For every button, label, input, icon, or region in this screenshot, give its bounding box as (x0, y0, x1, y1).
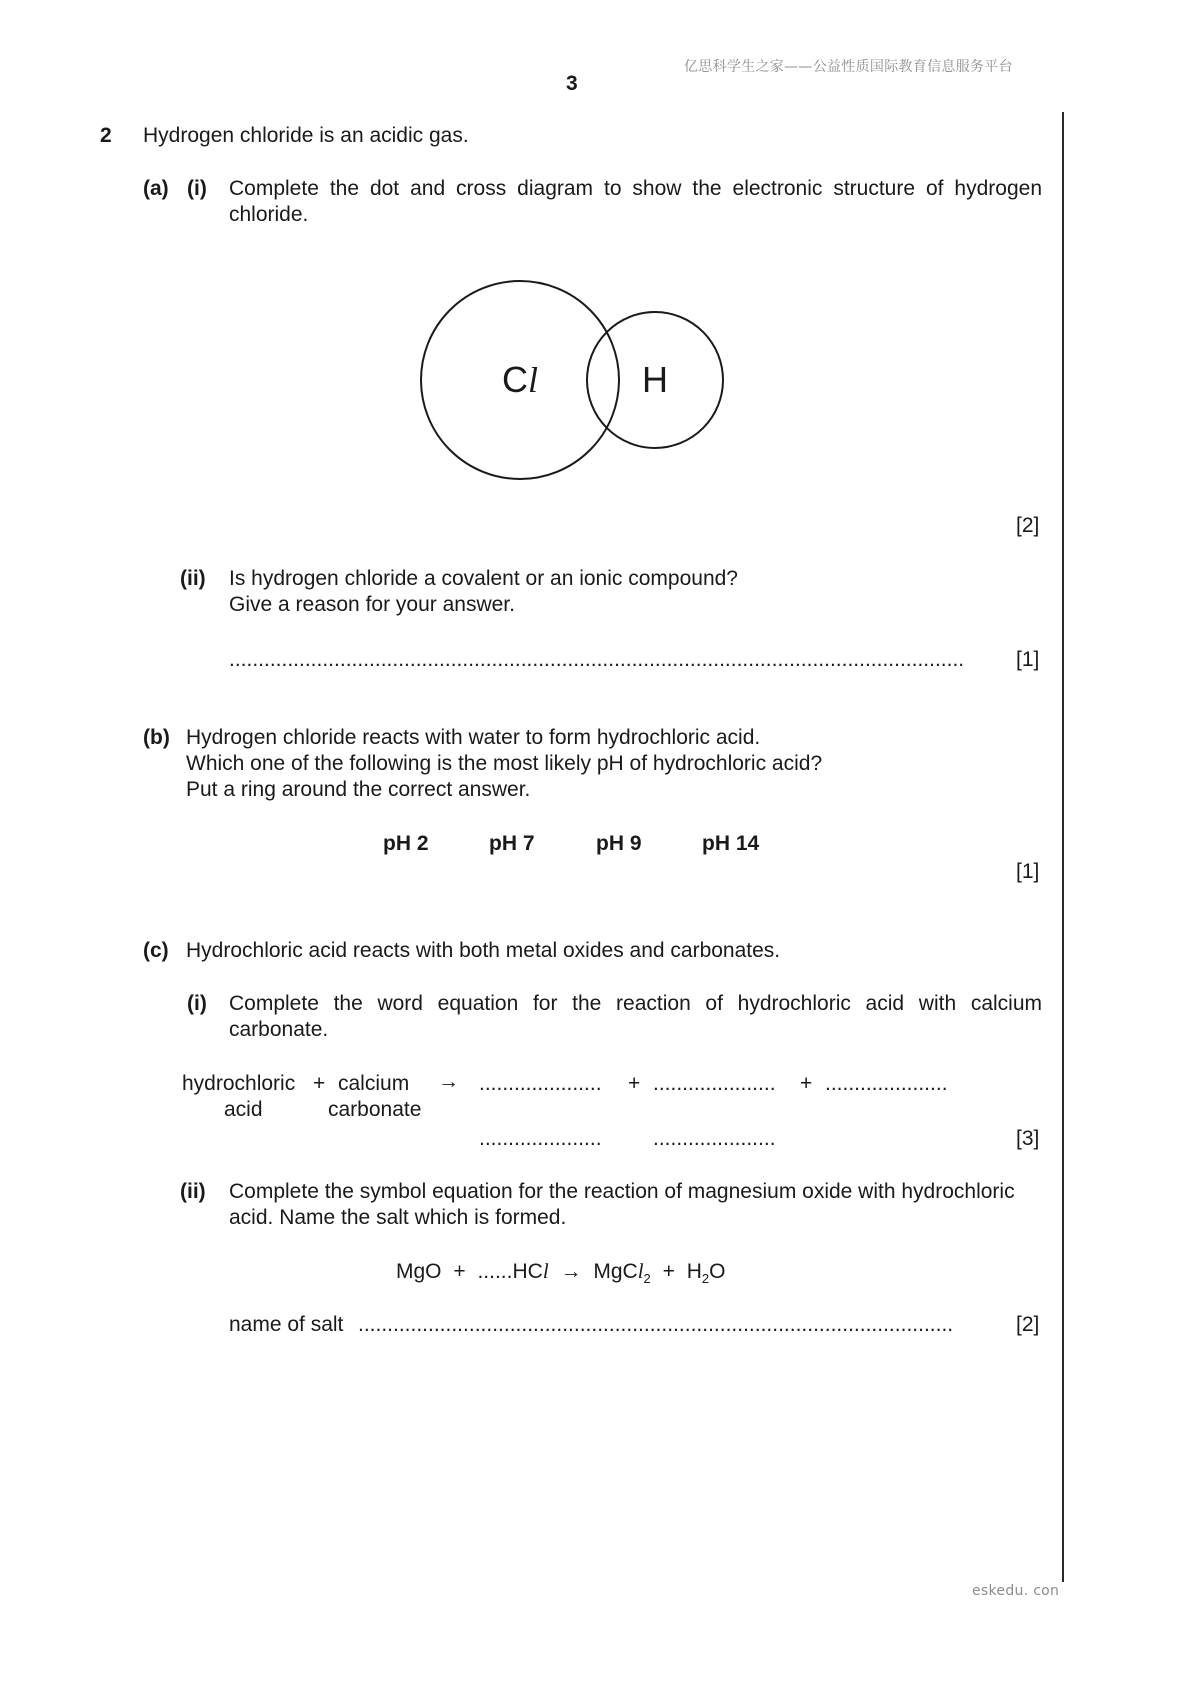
question-intro: Hydrogen chloride is an acidic gas. (143, 124, 469, 147)
plus-3: + (800, 1072, 813, 1095)
part-b-line1: Hydrogen chloride reacts with water to form hydrochloric acid. (186, 726, 761, 749)
part-c-intro: Hydrochloric acid reacts with both metal oxides and carbonates. (186, 939, 781, 962)
part-c-ii-line2: acid. Name the salt which is formed. (229, 1206, 567, 1229)
salt-answer-line[interactable]: ...................................................................................................... (358, 1313, 954, 1336)
reaction-arrow: → (438, 1070, 459, 1093)
part-a-ii-line1: Is hydrogen chloride a covalent or an ionic compound? (229, 567, 738, 590)
margin-rule (1062, 112, 1064, 1582)
part-c-label: (c) (143, 939, 169, 962)
reactant1-bottom: acid (224, 1098, 263, 1121)
part-a-i-line2: chloride. (229, 203, 309, 226)
answer-line-a-ii[interactable]: .............................................................................................................................. (229, 648, 965, 671)
ph-option-14[interactable]: pH 14 (702, 832, 760, 855)
part-c-i-line2: carbonate. (229, 1018, 329, 1041)
dot-cross-diagram (410, 270, 740, 490)
reactant2-top: calcium (338, 1072, 410, 1095)
part-a-ii-label: (ii) (180, 567, 206, 590)
watermark-top: 亿思科学生之家——公益性质国际教育信息服务平台 (684, 59, 1013, 75)
ph-option-9[interactable]: pH 9 (596, 832, 642, 855)
question-number: 2 (100, 124, 112, 147)
salt-label: name of salt (229, 1313, 344, 1336)
marks-b: [1] (1016, 860, 1040, 883)
part-a-ii-line2: Give a reason for your answer. (229, 593, 515, 616)
plus-1: + (313, 1072, 326, 1095)
marks-c-ii: [2] (1016, 1313, 1040, 1336)
reactant2-bottom: carbonate (328, 1098, 422, 1121)
hydrogen-symbol: H (642, 359, 668, 400)
marks-a-i: [2] (1016, 514, 1040, 537)
ph-option-7[interactable]: pH 7 (489, 832, 535, 855)
part-b-label: (b) (143, 726, 170, 749)
eq-mgcl2: MgCl$_2$ (593, 1259, 651, 1287)
product-blank-3[interactable]: ..................... (825, 1072, 948, 1095)
eq-mgo: MgO (396, 1260, 442, 1283)
part-c-ii-label: (ii) (180, 1180, 206, 1203)
part-c-i-line1: Complete the word equation for the reaction of hydrochloric acid with calcium (229, 992, 1042, 1015)
part-a-label: (a) (143, 177, 169, 200)
part-a-i-line1: Complete the dot and cross diagram to show the electronic structure of hydrogen (229, 177, 1042, 200)
marks-c-i: [3] (1016, 1127, 1040, 1150)
page-number: 3 (566, 72, 578, 95)
plus-2: + (628, 1072, 641, 1095)
symbol-equation: MgO + ......HCl → MgCl$_2$ + $H_2O$ (396, 1259, 726, 1287)
eq-hcl-blank[interactable]: ......HCl (477, 1259, 549, 1283)
watermark-bottom: eskedu. con (972, 1583, 1060, 1599)
part-c-ii-line1: Complete the symbol equation for the reaction of magnesium oxide with hydrochloric (229, 1180, 1015, 1203)
eq-h2o: $H_2O$ (686, 1260, 726, 1287)
part-c-i-label: (i) (187, 992, 207, 1015)
product-blank-5[interactable]: ..................... (653, 1127, 776, 1150)
ph-option-2[interactable]: pH 2 (383, 832, 429, 855)
reactant1-top: hydrochloric (182, 1072, 296, 1095)
product-blank-1[interactable]: ..................... (479, 1072, 602, 1095)
product-blank-4[interactable]: ..................... (479, 1127, 602, 1150)
chlorine-symbol: Cl (502, 359, 539, 400)
part-b-line2: Which one of the following is the most likely pH of hydrochloric acid? (186, 752, 823, 775)
product-blank-2[interactable]: ..................... (653, 1072, 776, 1095)
marks-a-ii: [1] (1016, 648, 1040, 671)
part-a-i-label: (i) (187, 177, 207, 200)
part-b-line3: Put a ring around the correct answer. (186, 778, 531, 801)
